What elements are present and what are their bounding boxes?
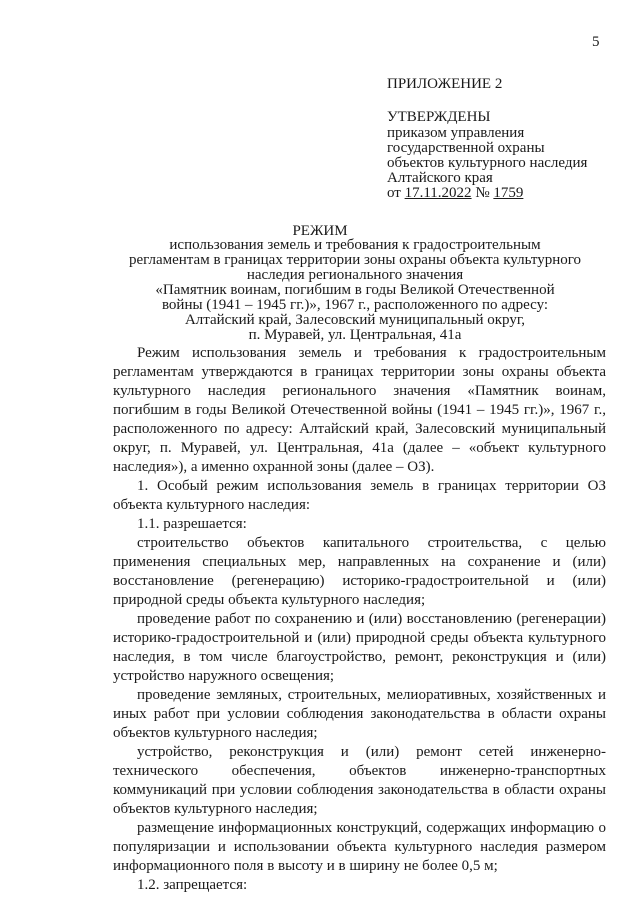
subtitle-line: использования земель и требования к градостроительным [169, 237, 541, 253]
subtitle-line: войны (1941 – 1945 гг.)», 1967 г., расположенного по адресу: [161, 297, 549, 313]
paragraph: размещение информационных конструкций, содержащих информацию о популяризации и использовании объекта культурного наследия размером информационного поля в высоту и в ширину не более 0,5 м; [113, 820, 606, 874]
subtitle-line: «Памятник воинам, погибшим в годы Великой Отечественной [155, 282, 555, 298]
paragraph: проведение земляных, строительных, мелиоративных, хозяйственных и иных работ при условии соблюдения законодательства в области охраны объектов культурного наследия; [113, 687, 606, 741]
order-date-number: от 17.11.2022 № 1759 [387, 185, 524, 201]
approval-line: государственной охраны [387, 140, 545, 156]
paragraph: проведение работ по сохранению и (или) восстановлению (регенерации) историко-градостроительной и (или) природной среды объекта культурного наследия, в том числе благоустройство, ремонт, реконструкция и (или) устройство наружного освещения; [113, 611, 606, 684]
appendix-title: ПРИЛОЖЕНИЕ 2 [387, 76, 503, 92]
approval-line: объектов культурного наследия [387, 155, 588, 171]
regime-subtitle [120, 238, 590, 343]
approval-line: приказом управления [387, 125, 525, 141]
subtitle-line: Алтайский край, Залесовский муниципальный округ, [184, 312, 526, 328]
paragraph: строительство объектов капитального строительства, с целью применения специальных мер, направленных на сохранение и (или) восстановление (регенерацию) историко-градостроительной и (или) природной среды объекта культурного наследия; [113, 535, 606, 608]
regime-title: РЕЖИМ [292, 223, 348, 239]
order-date: 17.11.2022 [404, 185, 472, 201]
appendix-block [387, 76, 587, 201]
paragraph: Режим использования земель и требования к градостроительным регламентам утверждаются в границах территории зоны охраны объекта культурного наследия регионального значения «Памятник воинам, погибшим в годы Великой Отечественной войны (1941 – 1945 гг.)», 1967 г., расположенного по адресу: Алтайский край, Залесовский муниципальный округ, п. Муравей, ул. Центральная, 41а (далее – «объект культурного наследия»), а именно охранной зоны (далее – ОЗ). [113, 345, 606, 475]
document-body [113, 344, 606, 895]
paragraph: устройство, реконструкция и (или) ремонт сетей инженерно-технического обеспечения, объектов инженерно-транспортных коммуникаций при условии соблюдения законодательства в области охраны объектов культурного наследия; [113, 744, 606, 817]
subtitle-line: регламентам в границах территории зоны охраны объекта культурного [128, 252, 582, 268]
subtitle-line: п. Муравей, ул. Центральная, 41а [248, 327, 462, 343]
order-number: 1759 [493, 185, 524, 201]
paragraph: 1.2. запрещается: [137, 877, 248, 893]
approved-heading: УТВЕРЖДЕНЫ [387, 109, 491, 125]
paragraph: 1.1. разрешается: [137, 516, 247, 532]
approval-line: Алтайского края [387, 170, 493, 186]
page-number: 5 [592, 34, 600, 50]
subtitle-line: наследия регионального значения [246, 267, 464, 283]
paragraph: 1. Особый режим использования земель в границах территории ОЗ объекта культурного наследия: [113, 478, 606, 513]
